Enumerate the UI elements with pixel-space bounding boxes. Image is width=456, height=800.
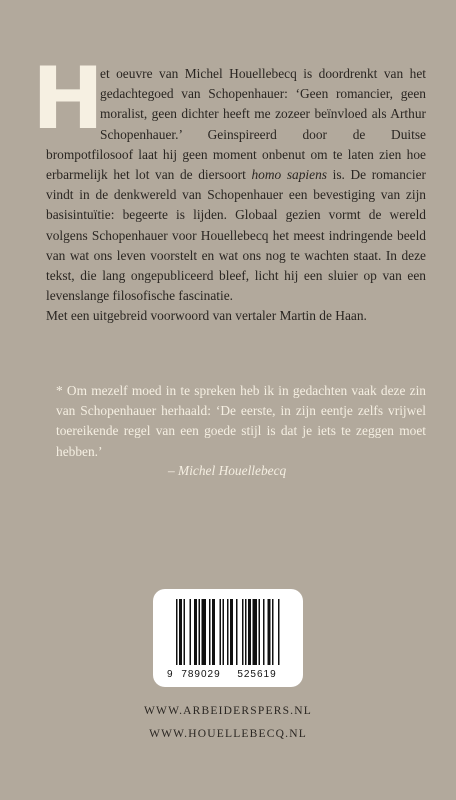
barcode-bar [223,599,225,665]
barcode-bar [194,599,197,665]
barcode-bar [259,599,261,665]
barcode-bar [184,599,186,665]
barcode-bar [227,599,229,665]
barcode-digit-lead: 9 [167,669,173,680]
foreword-note: Met een uitgebreid voorwoord van vertaler Martin de Haan. [46,308,367,324]
blurb-intro: et oeuvre van Michel Houellebecq is doordrenkt van het gedachtegoed van Schopenhauer: ‘Geen romancier, geen moralist, geen dichter heeft me zozeer beïnvloed als Arthur Schopenhauer.’ Geinspireerd door de Duitse brompotfilosoof laat hij geen moment onbenut om te laten zien hoe erbarmelijk het lot van de diersoort [46,66,426,183]
barcode-bar [212,599,215,665]
barcode-digits-right: 525619 [237,669,277,680]
barcode-bar [179,599,182,665]
barcode-bar [176,599,178,665]
barcode-bar [248,599,251,665]
author-url[interactable]: WWW.HOUELLEBECQ.NL [149,728,307,740]
barcode-bar [230,599,233,665]
barcode-bars [176,599,280,665]
barcode-bar [278,599,280,665]
barcode-bar [209,599,211,665]
author-quote: * Om mezelf moed in te spreken heb ik in gedachten vaak deze zin van Schopenhauer herhaald: ‘De eerste, in zijn eentje zelfs vrijwel toereikende regel van een goede stijl is dat je iets te zeggen moet hebben.’ [56,383,426,459]
barcode-bar [220,599,222,665]
quote-attribution: – Michel Houellebecq [168,463,287,478]
barcode-bar [263,599,265,665]
barcode-bar [236,599,238,665]
barcode-bar [199,599,201,665]
barcode-bar [245,599,247,665]
barcode-bar [190,599,192,665]
barcode-bar [268,599,271,665]
barcode-digits-left: 789029 [181,669,221,680]
barcode-graphic [153,589,303,687]
barcode-bar [272,599,274,665]
back-cover-blurb [32,49,426,327]
isbn-barcode [153,589,303,687]
blurb-italic-term: homo sapiens [251,167,327,183]
barcode-bar [242,599,244,665]
drop-cap: H [32,49,104,149]
blurb-rest: is. De romancier vindt in de denkwereld van Schopenhauer een bevestiging van zijn basisintuïtie: begeerte is lijden. Globaal gezien vormt de wereld volgens Schopenhauer voor Houellebecq het meest indringende beeld van wat ons leven voorstelt en wat ons nog te wachten staat. In deze tekst, die lang ongepubliceerd bleef, licht hij een sluier op van een levenslange filosofische fascinatie. [46,167,426,304]
blurb-paragraph [32,49,426,306]
publisher-url[interactable]: WWW.ARBEIDERSPERS.NL [144,705,312,717]
barcode-bar [253,599,258,665]
barcode-bar [202,599,207,665]
